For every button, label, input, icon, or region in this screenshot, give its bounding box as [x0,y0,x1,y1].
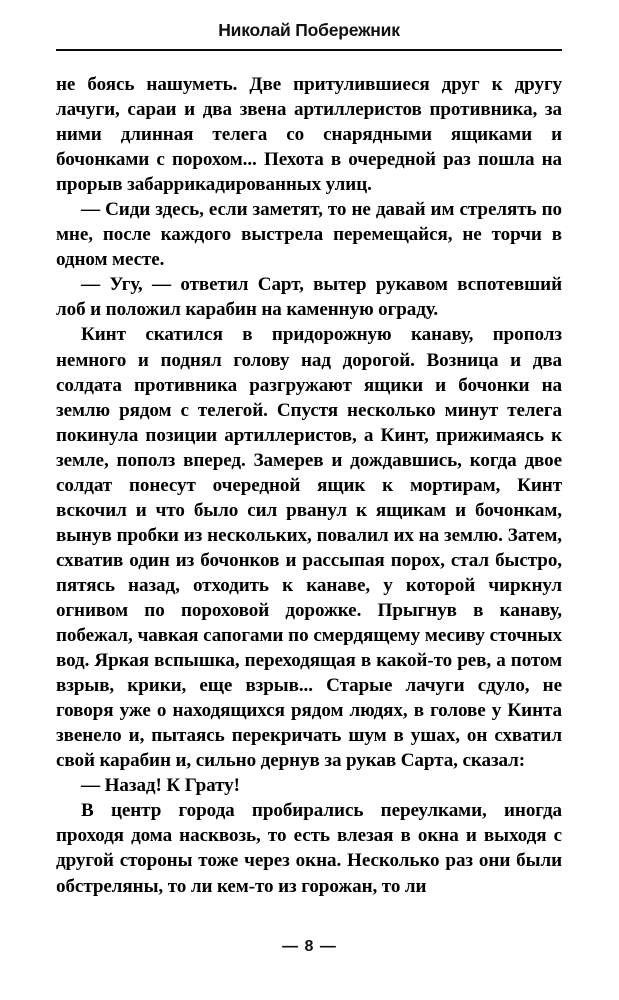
paragraph: Кинт скатился в придорожную канаву, прополз немного и поднял голову над дорогой. Возница и два солдата противника разгружают ящики и бочонки на землю рядом с телегой. Спустя несколько минут телега покинула позиции артиллеристов, а Кинт, прижимаясь к земле, пополз вперед. Замерев и дождавшись, когда двое солдат понесут очередной ящик к мортирам, Кинт вскочил и что было сил рванул к ящикам и бочонкам, вынув пробки из нескольких, повалил их на землю. Затем, схватив один из бочонков и рассыпая порох, стал быстро, пятясь назад, отходить к канаве, у которой чиркнул огнивом по пороховой дорожке. Прыгнув в канаву, побежал, чавкая сапогами по смердящему месиву сточных вод. Яркая вспышка, переходящая в какой-то рев, а потом взрыв, крики, еще взрыв... Старые лачуги сдуло, не говоря уже о находящихся рядом людях, в голове у Кинта звенело и, пытаясь перекричать шум в ушах, он схватил свой карабин и, сильно дернув за рукав Сарта, сказал: [56,324,562,772]
header-rule [56,49,562,51]
paragraph: не боясь нашуметь. Две притулившиеся друг к другу лачуги, сараи и два звена артиллеристов противника, за ними длинная телега со снарядными ящиками и бочонками с порохом... Пехота в очередной раз пошла на прорыв забаррикадированных улиц. [56,74,562,196]
paragraph: В центр города пробирались переулками, иногда проходя дома насквозь, то есть влезая в окна и выходя с другой стороны тоже через окна. Несколько раз они были обстреляны, то ли кем-то из горожан, то ли [56,800,562,897]
paragraph: — Назад! К Грату! [81,775,240,797]
paragraph: — Сиди здесь, если заметят, то не давай им стрелять по мне, после каждого выстрела перемещайся, не торчи в одном месте. [56,199,562,271]
paragraph: — Угу, — ответил Сарт, вытер рукавом вспотевший лоб и положил карабин на каменную ограду. [56,274,562,321]
running-head-author: Николай Побережник [218,20,400,40]
page-number-folio: — 8 — [282,938,337,955]
body-text-block [56,72,562,899]
